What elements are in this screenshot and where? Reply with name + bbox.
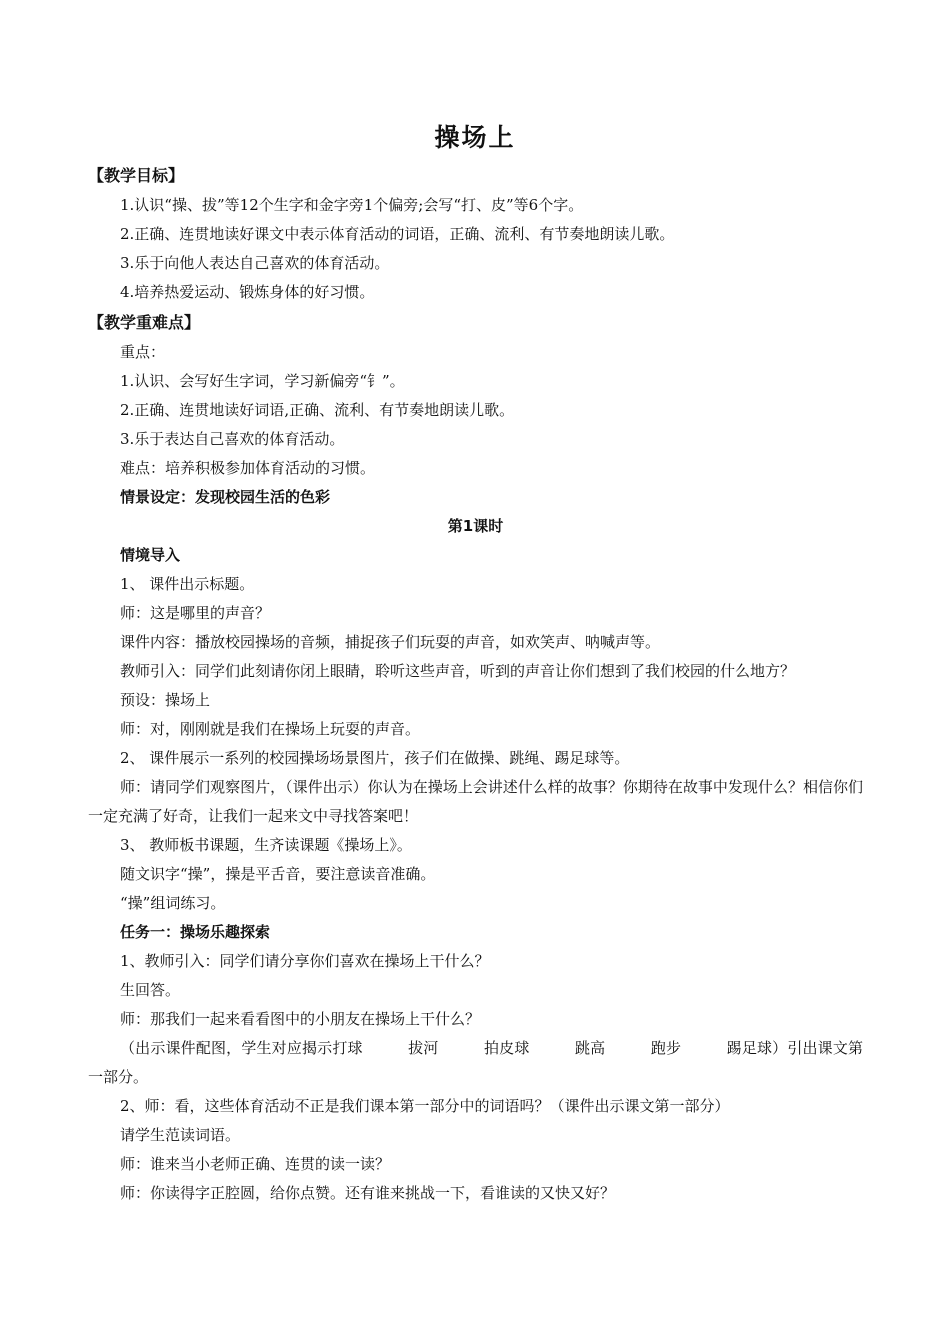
key-points-heading: 【教学重难点】 — [88, 313, 201, 332]
intro-line: 教师引入：同学们此刻请你闭上眼睛，聆听这些声音，听到的声音让你们想到了我们校园的什么地方？ — [120, 662, 796, 680]
document-body — [88, 160, 863, 1208]
focus-item: 1.认识、会写好生字词，学习新偏旁“钅”。 — [120, 372, 405, 390]
focus-item: 3.乐于表达自己喜欢的体育活动。 — [120, 430, 345, 448]
task1-line: 请学生范读词语。 — [120, 1126, 241, 1144]
intro-line: 2、 课件展示一系列的校园操场场景图片，孩子们在做操、跳绳、踢足球等。 — [120, 749, 630, 767]
task1-line: 生回答。 — [120, 981, 181, 999]
intro-line: 师：对，刚刚就是我们在操场上玩耍的声音。 — [120, 720, 421, 738]
intro-line: 课件内容：播放校园操场的音频，捕捉孩子们玩耍的声音，如欢笑声、呐喊声等。 — [120, 633, 661, 651]
scenario-line: 情景设定：发现校园生活的色彩 — [120, 488, 331, 506]
objective-item: 1.认识“操、拔”等12个生字和金字旁1个偏旁;会写“打、皮”等6个字。 — [120, 196, 584, 214]
intro-line: 3、 教师板书课题，生齐读课题《操场上》。 — [120, 836, 412, 854]
task1-paragraph: （出示课件配图，学生对应揭示打球 拔河 拍皮球 跳高 跑步 踢足球）引出课文第一部分。 — [88, 1039, 863, 1086]
objective-item: 4.培养热爱运动、锻炼身体的好习惯。 — [120, 283, 375, 301]
task1-heading: 任务一：操场乐趣探索 — [120, 923, 271, 941]
intro-heading: 情境导入 — [120, 546, 181, 564]
page-title: 操场上 — [434, 123, 516, 152]
intro-line: “操”组词练习。 — [120, 894, 226, 912]
difficulty-line: 难点：培养积极参加体育活动的习惯。 — [120, 459, 376, 477]
intro-line: 1、 课件出示标题。 — [120, 575, 255, 593]
task1-line: 2、师：看，这些体育活动不正是我们课本第一部分中的词语吗？（课件出示课文第一部分） — [120, 1097, 730, 1115]
intro-line: 师：这是哪里的声音？ — [120, 604, 271, 622]
intro-paragraph: 师：请同学们观察图片，（课件出示）你认为在操场上会讲述什么样的故事？你期待在故事中发现什么？相信你们一定充满了好奇，让我们一起来文中寻找答案吧！ — [88, 778, 863, 825]
task1-line: 师：谁来当小老师正确、连贯的读一读？ — [120, 1155, 391, 1173]
task1-line: 师：那我们一起来看看图中的小朋友在操场上干什么？ — [120, 1010, 481, 1028]
focus-item: 2.正确、连贯地读好词语,正确、流利、有节奏地朗读儿歌。 — [120, 401, 515, 419]
objective-item: 3.乐于向他人表达自己喜欢的体育活动。 — [120, 254, 390, 272]
focus-label: 重点： — [120, 343, 166, 361]
objectives-heading: 【教学目标】 — [88, 166, 185, 185]
objective-item: 2.正确、连贯地读好课文中表示体育活动的词语，正确、流利、有节奏地朗读儿歌。 — [120, 225, 675, 243]
task1-line: 1、教师引入：同学们请分享你们喜欢在操场上干什么？ — [120, 952, 490, 970]
period-title: 第1课时 — [447, 517, 504, 535]
intro-line: 随文识字“操”，操是平舌音，要注意读音准确。 — [120, 865, 436, 883]
intro-line: 预设：操场上 — [120, 691, 211, 709]
task1-line: 师：你读得字正腔圆，给你点赞。还有谁来挑战一下，看谁读的又快又好？ — [120, 1184, 616, 1202]
